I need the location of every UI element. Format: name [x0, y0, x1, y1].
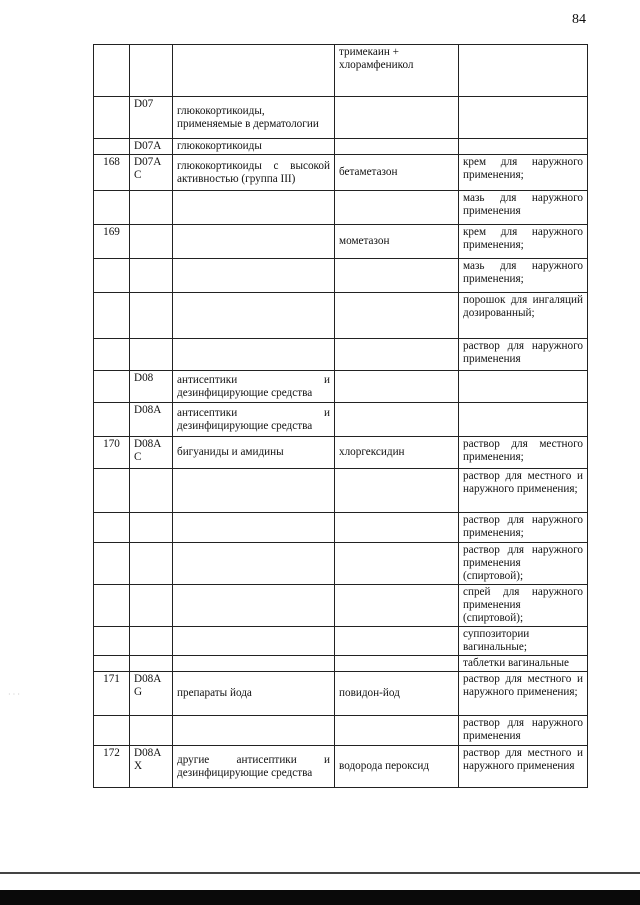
group-name-cell [173, 191, 335, 225]
atc-code-cell: D07 [130, 97, 173, 139]
row-number-cell [94, 543, 130, 585]
table-row [94, 259, 588, 293]
bottom-rule [0, 872, 640, 874]
dosage-form-cell: спрей для наружного применения (спиртовой); [459, 585, 588, 627]
drug-name-cell: бетаметазон [335, 155, 459, 191]
group-name-cell: глюкокортикоиды с высокой активностью (группа III) [173, 155, 335, 191]
margin-specks: · · · [8, 690, 20, 699]
atc-code-cell [130, 627, 173, 656]
row-number-cell: 170 [94, 437, 130, 469]
group-name-cell: глюкокортикоиды [173, 139, 335, 155]
group-name-cell: антисептики и дезинфицирующие средства [173, 371, 335, 403]
table-row [94, 513, 588, 543]
dosage-form-cell: крем для наружного применения; [459, 225, 588, 259]
dosage-form-cell: раствор для наружного применения; [459, 513, 588, 543]
drug-name-cell [335, 293, 459, 339]
table-row [94, 339, 588, 371]
row-number-cell [94, 656, 130, 672]
drug-name-cell: хлоргексидин [335, 437, 459, 469]
table-row [94, 746, 588, 788]
table-row [94, 672, 588, 716]
row-number-cell [94, 403, 130, 437]
atc-code-cell: D08A C [130, 437, 173, 469]
dosage-form-cell: раствор для наружного применения (спиртовой); [459, 543, 588, 585]
drug-name-cell [335, 403, 459, 437]
group-name-cell: глюкокортикоиды, применяемые в дерматологии [173, 97, 335, 139]
atc-code-cell [130, 513, 173, 543]
dosage-form-cell: суппозитории вагинальные; [459, 627, 588, 656]
row-number-cell: 169 [94, 225, 130, 259]
atc-code-cell [130, 339, 173, 371]
group-name-cell [173, 543, 335, 585]
table-row [94, 155, 588, 191]
drug-name-cell [335, 585, 459, 627]
group-name-cell [173, 585, 335, 627]
group-name-cell [173, 627, 335, 656]
group-name-cell [173, 293, 335, 339]
atc-code-cell [130, 716, 173, 746]
drug-table [93, 44, 588, 788]
dosage-form-cell: мазь для наружного применения [459, 191, 588, 225]
atc-code-cell [130, 45, 173, 97]
table-row [94, 293, 588, 339]
group-name-cell [173, 469, 335, 513]
atc-code-cell [130, 259, 173, 293]
dosage-form-cell: раствор для местного применения; [459, 437, 588, 469]
table-row [94, 656, 588, 672]
table-row [94, 585, 588, 627]
drug-name-cell [335, 339, 459, 371]
row-number-cell [94, 191, 130, 225]
atc-code-cell: D08 [130, 371, 173, 403]
drug-name-cell [335, 513, 459, 543]
drug-name-cell [335, 139, 459, 155]
row-number-cell [94, 97, 130, 139]
table-row [94, 543, 588, 585]
row-number-cell [94, 139, 130, 155]
table-row [94, 403, 588, 437]
row-number-cell [94, 259, 130, 293]
atc-code-cell: D08A X [130, 746, 173, 788]
group-name-cell [173, 45, 335, 97]
dosage-form-cell [459, 139, 588, 155]
drug-name-cell [335, 259, 459, 293]
group-name-cell: препараты йода [173, 672, 335, 716]
table-row [94, 469, 588, 513]
row-number-cell [94, 293, 130, 339]
drug-name-cell: мометазон [335, 225, 459, 259]
dosage-form-cell: мазь для наружного применения; [459, 259, 588, 293]
drug-name-cell [335, 469, 459, 513]
row-number-cell [94, 627, 130, 656]
dosage-form-cell: раствор для наружного применения [459, 716, 588, 746]
table-row [94, 139, 588, 155]
table-row [94, 45, 588, 97]
atc-code-cell: D07A C [130, 155, 173, 191]
group-name-cell [173, 259, 335, 293]
atc-code-cell [130, 191, 173, 225]
atc-code-cell: D08A [130, 403, 173, 437]
atc-code-cell [130, 225, 173, 259]
dosage-form-cell [459, 403, 588, 437]
row-number-cell: 171 [94, 672, 130, 716]
row-number-cell [94, 45, 130, 97]
table-row [94, 225, 588, 259]
row-number-cell [94, 371, 130, 403]
group-name-cell [173, 339, 335, 371]
dosage-form-cell: порошок для ингаляций дозированный; [459, 293, 588, 339]
group-name-cell [173, 513, 335, 543]
group-name-cell: бигуаниды и амидины [173, 437, 335, 469]
row-number-cell [94, 716, 130, 746]
table-row [94, 97, 588, 139]
table-body [94, 45, 588, 788]
drug-name-cell: повидон-йод [335, 672, 459, 716]
dosage-form-cell [459, 97, 588, 139]
page-number: 84 [572, 12, 586, 27]
group-name-cell [173, 716, 335, 746]
drug-name-cell: водорода пероксид [335, 746, 459, 788]
atc-code-cell: D08A G [130, 672, 173, 716]
drug-name-cell: тримекаин + хлорамфеникол [335, 45, 459, 97]
dosage-form-cell: раствор для местного и наружного применения; [459, 469, 588, 513]
table-row [94, 371, 588, 403]
atc-code-cell [130, 543, 173, 585]
table-row [94, 627, 588, 656]
dosage-form-cell: раствор для местного и наружного применения; [459, 672, 588, 716]
dosage-form-cell: таблетки вагинальные [459, 656, 588, 672]
dosage-form-cell: раствор для наружного применения [459, 339, 588, 371]
atc-code-cell [130, 585, 173, 627]
dosage-form-cell [459, 45, 588, 97]
row-number-cell [94, 469, 130, 513]
row-number-cell [94, 585, 130, 627]
atc-code-cell [130, 656, 173, 672]
group-name-cell [173, 225, 335, 259]
dosage-form-cell: раствор для местного и наружного применения [459, 746, 588, 788]
drug-name-cell [335, 97, 459, 139]
drug-name-cell [335, 543, 459, 585]
drug-name-cell [335, 371, 459, 403]
drug-name-cell [335, 191, 459, 225]
atc-code-cell [130, 293, 173, 339]
row-number-cell: 172 [94, 746, 130, 788]
table-row [94, 716, 588, 746]
table-row [94, 437, 588, 469]
group-name-cell [173, 656, 335, 672]
bottom-scan-bar [0, 890, 640, 905]
group-name-cell: другие антисептики и дезинфицирующие средства [173, 746, 335, 788]
row-number-cell: 168 [94, 155, 130, 191]
row-number-cell [94, 513, 130, 543]
drug-name-cell [335, 656, 459, 672]
drug-name-cell [335, 627, 459, 656]
table-row [94, 191, 588, 225]
drug-name-cell [335, 716, 459, 746]
group-name-cell: антисептики и дезинфицирующие средства [173, 403, 335, 437]
atc-code-cell: D07A [130, 139, 173, 155]
atc-code-cell [130, 469, 173, 513]
dosage-form-cell [459, 371, 588, 403]
row-number-cell [94, 339, 130, 371]
dosage-form-cell: крем для наружного применения; [459, 155, 588, 191]
